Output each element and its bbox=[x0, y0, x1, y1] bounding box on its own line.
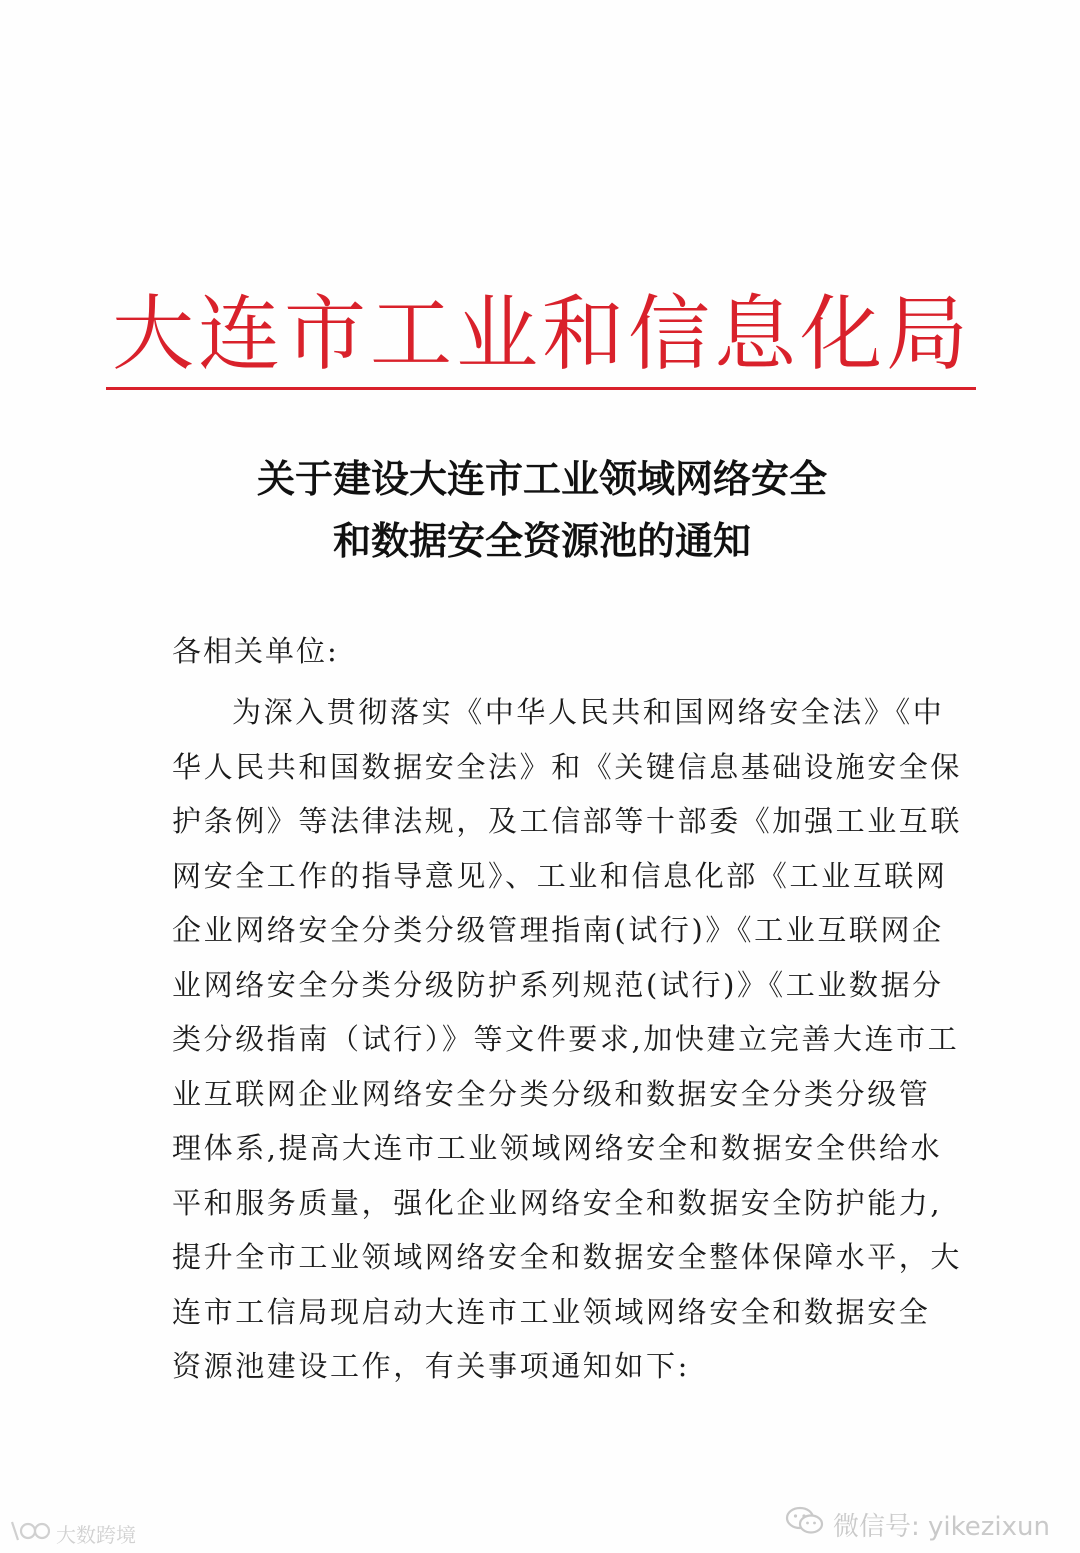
organization-header: 大连市工业和信息化局 bbox=[111, 287, 972, 382]
wechat-icon bbox=[785, 1505, 825, 1544]
body-line: 类分级指南（试行）》等文件要求,加快建立完善大连市工 bbox=[172, 1022, 960, 1056]
logo-icon bbox=[8, 1518, 50, 1549]
body-line: 为深入贯彻落实《中华人民共和国网络安全法》《中 bbox=[232, 695, 945, 729]
wechat-watermark bbox=[785, 1505, 1050, 1544]
body-line: 平和服务质量，强化企业网络安全和数据安全防护能力, bbox=[172, 1185, 943, 1220]
salutation: 各相关单位: bbox=[172, 634, 339, 668]
body-line: 提升全市工业领域网络安全和数据安全整体保障水平，大 bbox=[172, 1240, 963, 1274]
document-title bbox=[108, 448, 976, 572]
body-line: 理体系,提高大连市工业领域网络安全和数据安全供给水 bbox=[172, 1131, 943, 1165]
red-divider bbox=[106, 387, 976, 390]
body-line: 护条例》等法律法规，及工信部等十部委《加强工业互联 bbox=[172, 804, 963, 838]
title-line: 和数据安全资源池的通知 bbox=[332, 518, 751, 563]
logo-watermark bbox=[8, 1518, 136, 1549]
body-line: 连市工信局现启动大连市工业领域网络安全和数据安全 bbox=[172, 1294, 931, 1329]
body-line: 华人民共和国数据安全法》和《关键信息基础设施安全保 bbox=[172, 749, 963, 784]
body-line: 业网络安全分类分级防护系列规范(试行)》《工业数据分 bbox=[172, 967, 944, 1002]
brand-text: 大数跨境 bbox=[56, 1523, 136, 1547]
body-line: 企业网络安全分类分级管理指南(试行)》《工业互联网企 bbox=[172, 913, 944, 947]
body-line: 资源池建设工作，有关事项通知如下: bbox=[172, 1349, 690, 1383]
body-line: 网安全工作的指导意见》、工业和信息化部《工业互联网 bbox=[172, 858, 948, 893]
title-line: 关于建设大连市工业领域网络安全 bbox=[256, 456, 827, 501]
body-text bbox=[172, 688, 963, 1397]
wechat-id-text: 微信号: yikezixun bbox=[833, 1512, 1050, 1542]
body-line: 业互联网企业网络安全分类分级和数据安全分类分级管 bbox=[172, 1076, 931, 1111]
